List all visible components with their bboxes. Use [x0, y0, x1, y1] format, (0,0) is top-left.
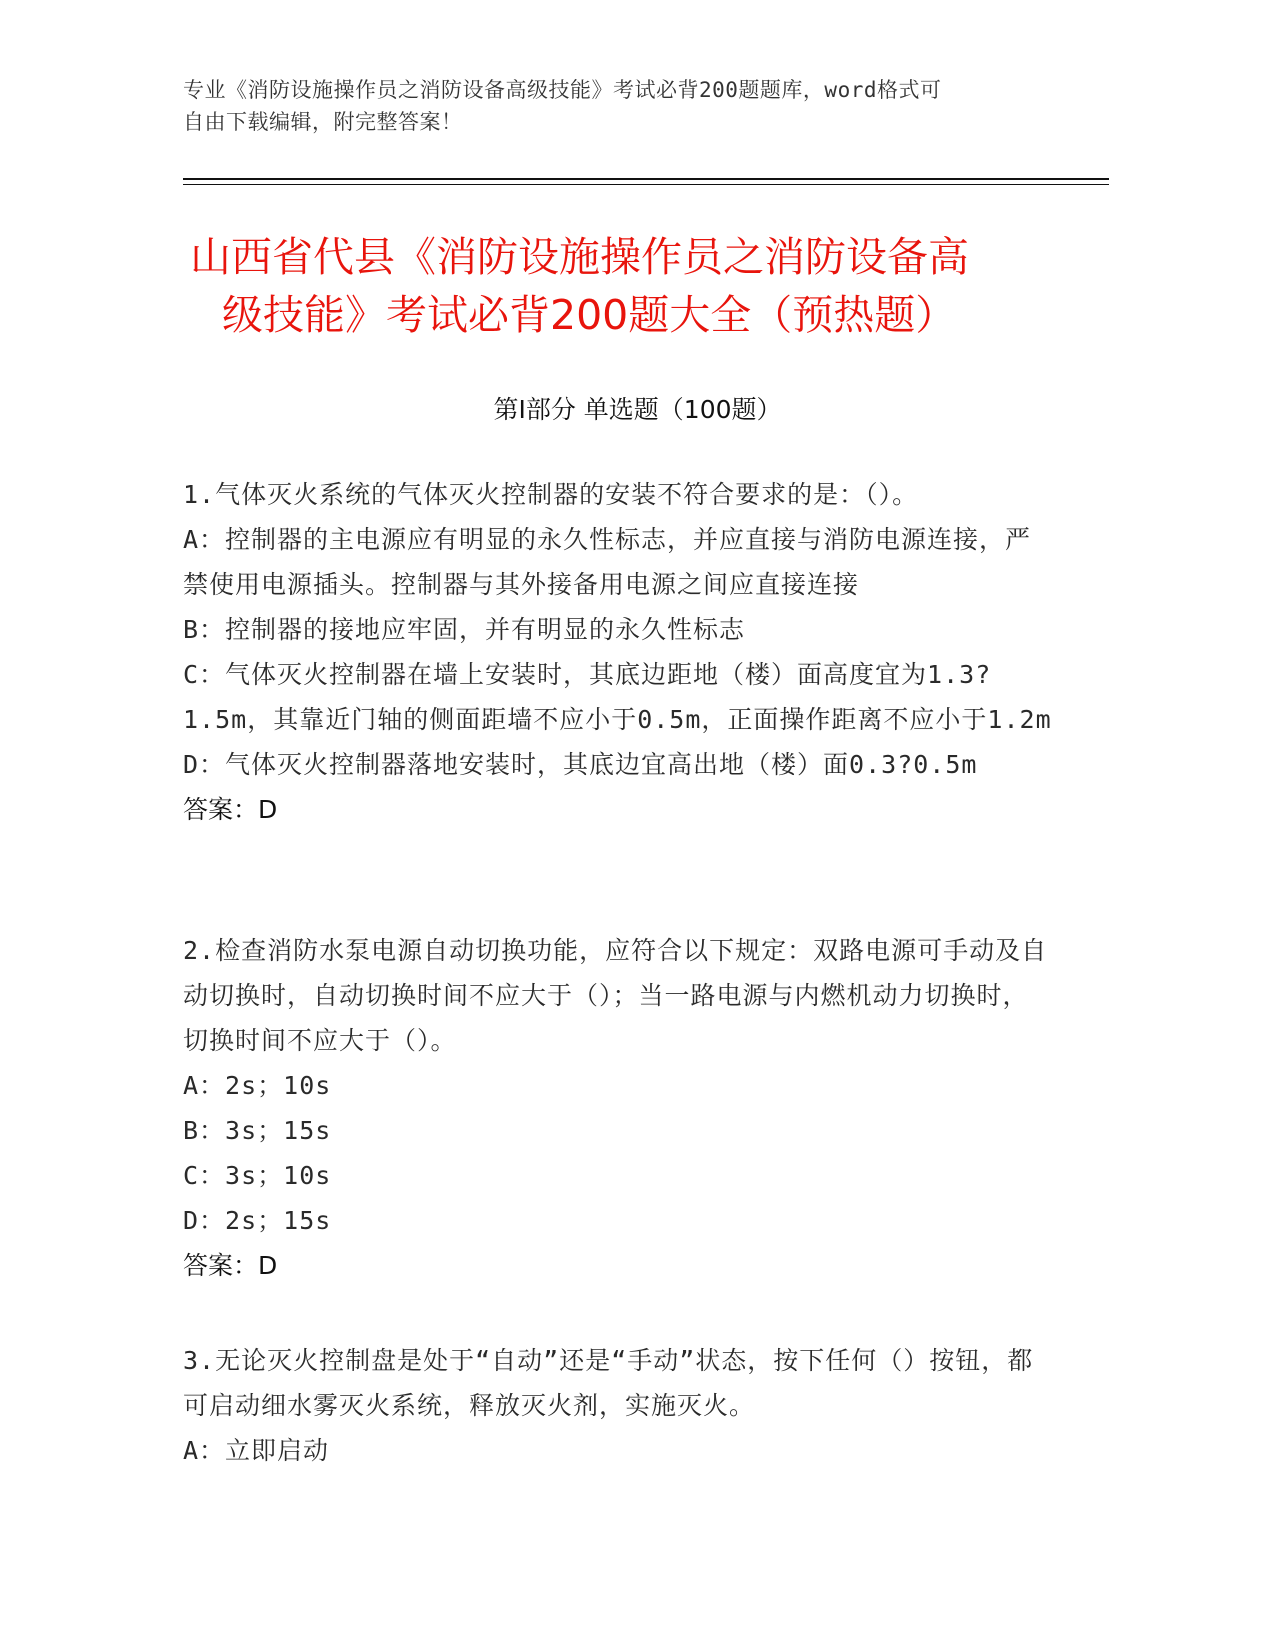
header-divider-thick	[183, 178, 1109, 180]
option-a: A：立即启动	[183, 1436, 330, 1465]
document-title	[190, 228, 1090, 344]
option-c: C：3s；10s	[183, 1161, 332, 1190]
option-c: C：气体灭火控制器在墙上安装时，其底边距地（楼）面高度宜为1.3?1.5m，其靠近门轴的侧面距墙不应小于0.5m，正面操作距离不应小于1.2m	[183, 660, 1052, 734]
title-line-1: 山西省代县《消防设施操作员之消防设备高	[190, 233, 969, 281]
title-line-2: 级技能》考试必背200题大全（预热题）	[222, 291, 957, 339]
question-stem: 1.气体灭火系统的气体灭火控制器的安装不符合要求的是：（）。	[183, 480, 919, 509]
intro-line-2: 自由下载编辑，附完整答案！	[183, 110, 463, 134]
question-stem: 2.检查消防水泵电源自动切换功能，应符合以下规定：双路电源可手动及自动切换时，自动切换时间不应大于（）；当一路电源与内燃机动力切换时，切换时间不应大于（）。	[183, 936, 1048, 1055]
question-1	[183, 472, 1053, 832]
option-a: A：控制器的主电源应有明显的永久性标志，并应直接与消防电源连接，严禁使用电源插头。控制器与其外接备用电源之间应直接连接	[183, 525, 1032, 599]
answer-line: 答案：D	[183, 795, 278, 824]
section-heading: 第Ⅰ部分 单选题（100题）	[493, 395, 782, 424]
question-3	[183, 1338, 1053, 1473]
question-stem: 3.无论灭火控制盘是处于“自动”还是“手动”状态，按下任何（）按钮，都可启动细水雾灭火系统，释放灭火剂，实施灭火。	[183, 1346, 1034, 1420]
intro-text	[183, 74, 1083, 138]
option-a: A：2s；10s	[183, 1071, 332, 1100]
answer-line: 答案：D	[183, 1251, 278, 1280]
option-b: B：控制器的接地应牢固，并有明显的永久性标志	[183, 615, 746, 644]
intro-line-1: 专业《消防设施操作员之消防设备高级技能》考试必背200题题库，word格式可	[183, 78, 942, 102]
option-d: D：2s；15s	[183, 1206, 332, 1235]
question-2	[183, 928, 1053, 1288]
option-d: D：气体灭火控制器落地安装时，其底边宜高出地（楼）面0.3?0.5m	[183, 750, 978, 779]
option-b: B：3s；15s	[183, 1116, 332, 1145]
header-divider-thin	[183, 184, 1109, 185]
